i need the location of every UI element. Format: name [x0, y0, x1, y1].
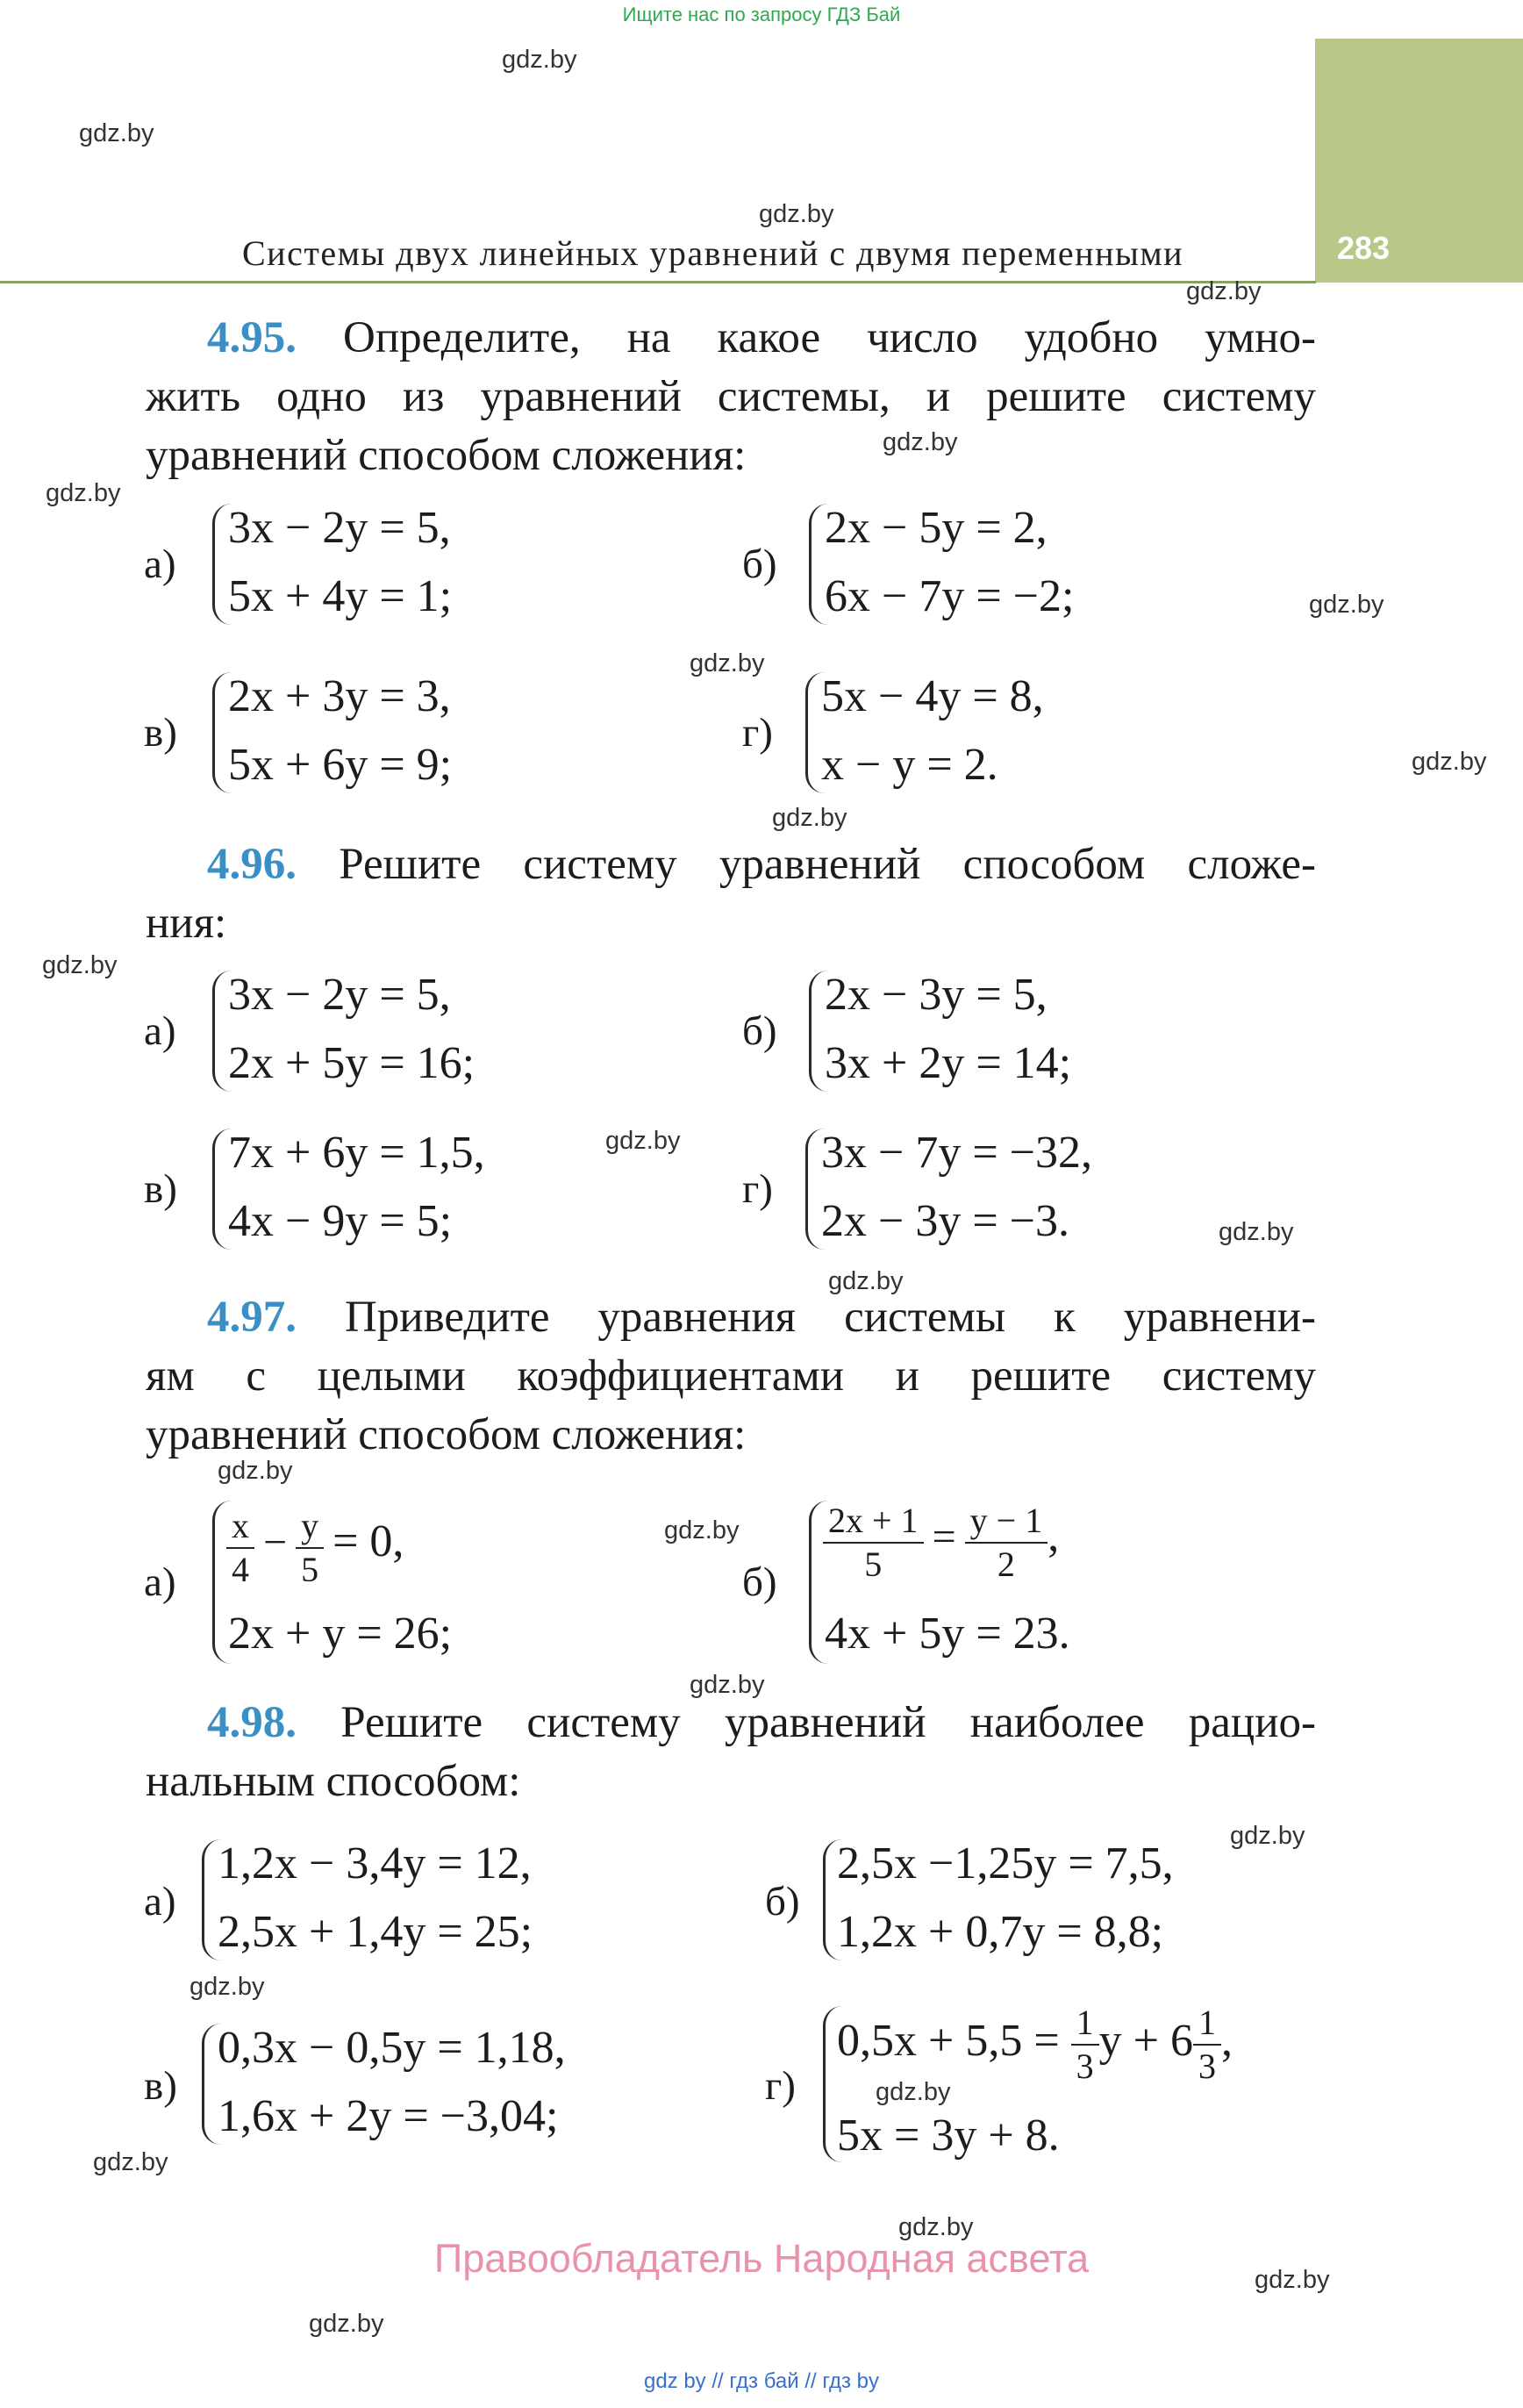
equation: 5x − 4y = 8,: [821, 671, 1044, 721]
item-label: г): [765, 2063, 796, 2109]
equation: 2x − 3y = 5,: [825, 970, 1048, 1020]
watermark: gdz.by: [690, 1671, 765, 1699]
item-label: в): [144, 710, 177, 756]
watermark: gdz.by: [1230, 1822, 1305, 1850]
problem-number: 4.97.: [207, 1293, 297, 1342]
watermark: gdz.by: [898, 2213, 974, 2241]
problem-4-95-text: 4.95. Определите, на какое число удобно умно- жить одно из уравнений системы, и решите систему уравнений способом сложения:: [146, 313, 1316, 480]
item-label: а): [144, 1559, 176, 1605]
footer-links[interactable]: gdz by // гдз бай // гдз by: [643, 2369, 880, 2393]
item-label: б): [742, 1559, 777, 1605]
problem-4-96-text: 4.96. Решите систему уравнений способом сложе- ния:: [146, 840, 1316, 948]
watermark: gdz.by: [605, 1127, 681, 1155]
watermark: gdz.by: [1309, 591, 1384, 619]
copyright-footer: Правообладатель Народная асвета: [433, 2236, 1090, 2281]
watermark: gdz.by: [1219, 1218, 1294, 1246]
equation: 2x − 3y = −3.: [821, 1196, 1069, 1246]
equation: 5x + 6y = 9;: [228, 740, 453, 790]
equation-with-fractions: $\frac{x}{4}$ − $\frac{y}{5}$ = 0,: [226, 1508, 404, 1588]
watermark: gdz.by: [1412, 748, 1487, 776]
equation: 7x + 6y = 1,5,: [228, 1128, 485, 1178]
page-number: 283: [1337, 230, 1391, 266]
item-label: а): [144, 541, 176, 587]
item-label: в): [144, 2063, 177, 2109]
watermark: gdz.by: [772, 804, 847, 832]
equation: 2x + 5y = 16;: [228, 1038, 475, 1088]
watermark: gdz.by: [189, 1973, 265, 2001]
mixed-fraction: $\frac{1}{3}$: [1193, 2004, 1221, 2085]
equation: 1,6x + 2y = −3,04;: [218, 2091, 559, 2141]
equation: 2x + y = 26;: [228, 1609, 453, 1659]
header-rule: [0, 281, 1316, 283]
fraction: $\frac{y}{5}$: [296, 1508, 324, 1588]
equation: 4x + 5y = 23.: [825, 1609, 1070, 1659]
watermark: gdz.by: [883, 428, 958, 456]
watermark: gdz.by: [42, 951, 118, 979]
item-label: г): [742, 1166, 773, 1212]
equation-with-fractions: $\frac{2x + 1}{5}$ = $\frac{y - 1}{2}$ ,: [823, 1502, 1059, 1583]
item-label: б): [742, 1008, 777, 1054]
equation-with-fractions: 0,5x + 5,5 = $\frac{1}{3}$ y + 6 $\frac{1}{3}$ ,: [837, 2003, 1233, 2086]
fraction: $\frac{x}{4}$: [226, 1508, 254, 1588]
equation: 5x = 3y + 8.: [837, 2111, 1060, 2161]
watermark: gdz.by: [79, 119, 154, 147]
equation: 2x + 3y = 3,: [228, 671, 451, 721]
equation: 0,3x − 0,5y = 1,18,: [218, 2023, 566, 2073]
item-label: б): [765, 1879, 800, 1924]
problem-number: 4.96.: [207, 840, 297, 889]
equation: 2,5x + 1,4y = 25;: [218, 1907, 533, 1957]
watermark: gdz.by: [1255, 2266, 1330, 2294]
equation: 3x + 2y = 14;: [825, 1038, 1072, 1088]
item-label: в): [144, 1166, 177, 1212]
watermark: gdz.by: [1186, 277, 1262, 305]
equation: 3x − 2y = 5,: [228, 970, 451, 1020]
problem-number: 4.95.: [207, 313, 297, 362]
equation: 1,2x + 0,7y = 8,8;: [837, 1907, 1164, 1957]
watermark: gdz.by: [664, 1516, 740, 1544]
equation: 2x − 5y = 2,: [825, 503, 1048, 553]
item-label: а): [144, 1879, 176, 1924]
equation: x − y = 2.: [821, 740, 998, 790]
watermark: gdz.by: [93, 2148, 168, 2176]
problem-4-98-text: 4.98. Решите систему уравнений наиболее рацио- нальным способом:: [146, 1698, 1317, 1806]
fraction: $\frac{2x + 1}{5}$: [823, 1502, 924, 1583]
watermark: gdz.by: [876, 2078, 951, 2106]
running-header-title: Системы двух линейных уравнений с двумя переменными: [242, 233, 1184, 273]
watermark: gdz.by: [502, 46, 577, 74]
watermark: gdz.by: [218, 1457, 293, 1485]
watermark: gdz.by: [309, 2310, 384, 2338]
watermark: gdz.by: [690, 649, 765, 677]
equation: 2,5x −1,25y = 7,5,: [837, 1838, 1174, 1888]
fraction: $\frac{y - 1}{2}$: [965, 1502, 1048, 1583]
equation: 4x − 9y = 5;: [228, 1196, 453, 1246]
item-label: а): [144, 1008, 176, 1054]
problem-number: 4.98.: [207, 1698, 297, 1747]
watermark: gdz.by: [828, 1267, 904, 1295]
item-label: г): [742, 710, 773, 756]
equation: 1,2x − 3,4y = 12,: [218, 1838, 532, 1888]
fraction: $\frac{1}{3}$: [1071, 2004, 1099, 2085]
equation: 6x − 7y = −2;: [825, 571, 1075, 621]
watermark: gdz.by: [46, 479, 121, 507]
problem-4-97-text: 4.97. Приведите уравнения системы к уравнени- ям с целыми коэффициентами и решите систему уравнений способом сложения:: [146, 1293, 1316, 1459]
equation: 3x − 7y = −32,: [821, 1128, 1092, 1178]
item-label: б): [742, 541, 777, 587]
top-search-note: Ищите нас по запросу ГДЗ Бай: [622, 4, 901, 25]
equation: 3x − 2y = 5,: [228, 503, 451, 553]
watermark: gdz.by: [759, 200, 834, 228]
equation: 5x + 4y = 1;: [228, 571, 453, 621]
